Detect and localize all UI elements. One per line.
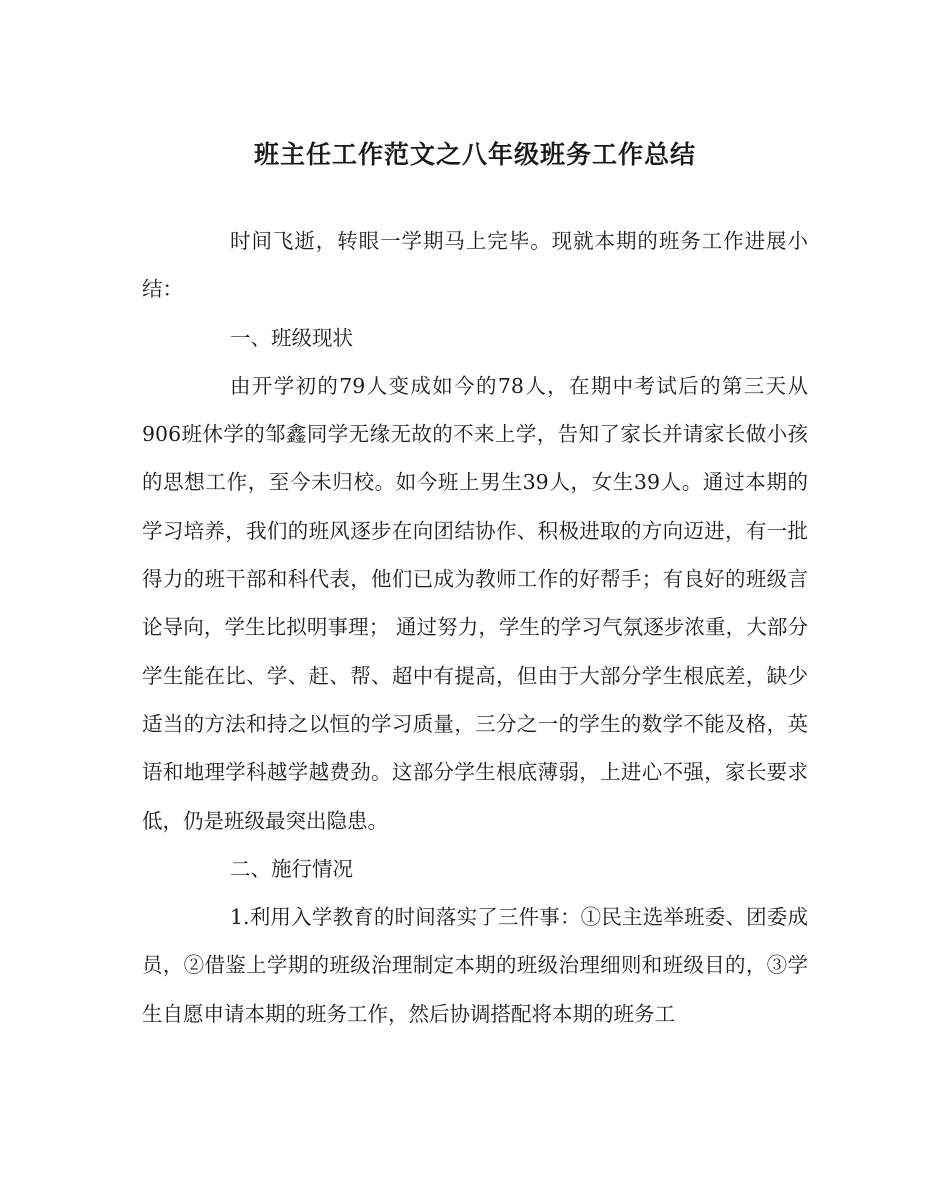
paragraph-implementation: 1.利用入学教育的时间落实了三件事：①民主选举班委、团委成员，②借鉴上学期的班级治理制定本期的班级治理细则和班级目的，③学生自愿申请本期的班务工作，然后协调搭配将本期的班务工 <box>142 905 808 1026</box>
section-heading-2: 二、施行情况 <box>230 856 353 881</box>
document-body <box>142 217 808 1038</box>
paragraph-intro: 时间飞逝，转眼一学期马上完毕。现就本期的班务工作进展小结： <box>142 229 808 302</box>
paragraph-class-status: 由开学初的79人变成如今的78人，在期中考试后的第三天从906班休学的邹鑫同学无缘无故的不来上学，告知了家长并请家长做小孩的思想工作，至今未归校。如今班上男生39人，女生39人。通过本期的学习培养，我们的班风逐步在向团结协作、积极进取的方向迈进，有一批得力的班干部和科代表，他们已成为教师工作的好帮手；有良好的班级言论导向，学生比拟明事理； 通过努力，学生的学习气氛逐步浓重，大部分学生能在比、学、赶、帮、超中有提高，但由于大部分学生根底差，缺少适当的方法和持之以恒的学习质量，三分之一的学生的数学不能及格，英语和地理学科越学越费劲。这部分学生根底薄弱，上进心不强，家长要求低，仍是班级最突出隐患。 <box>142 373 808 833</box>
section-heading-1: 一、班级现状 <box>230 325 353 350</box>
document-title: 班主任工作范文之八年级班务工作总结 <box>253 140 696 169</box>
